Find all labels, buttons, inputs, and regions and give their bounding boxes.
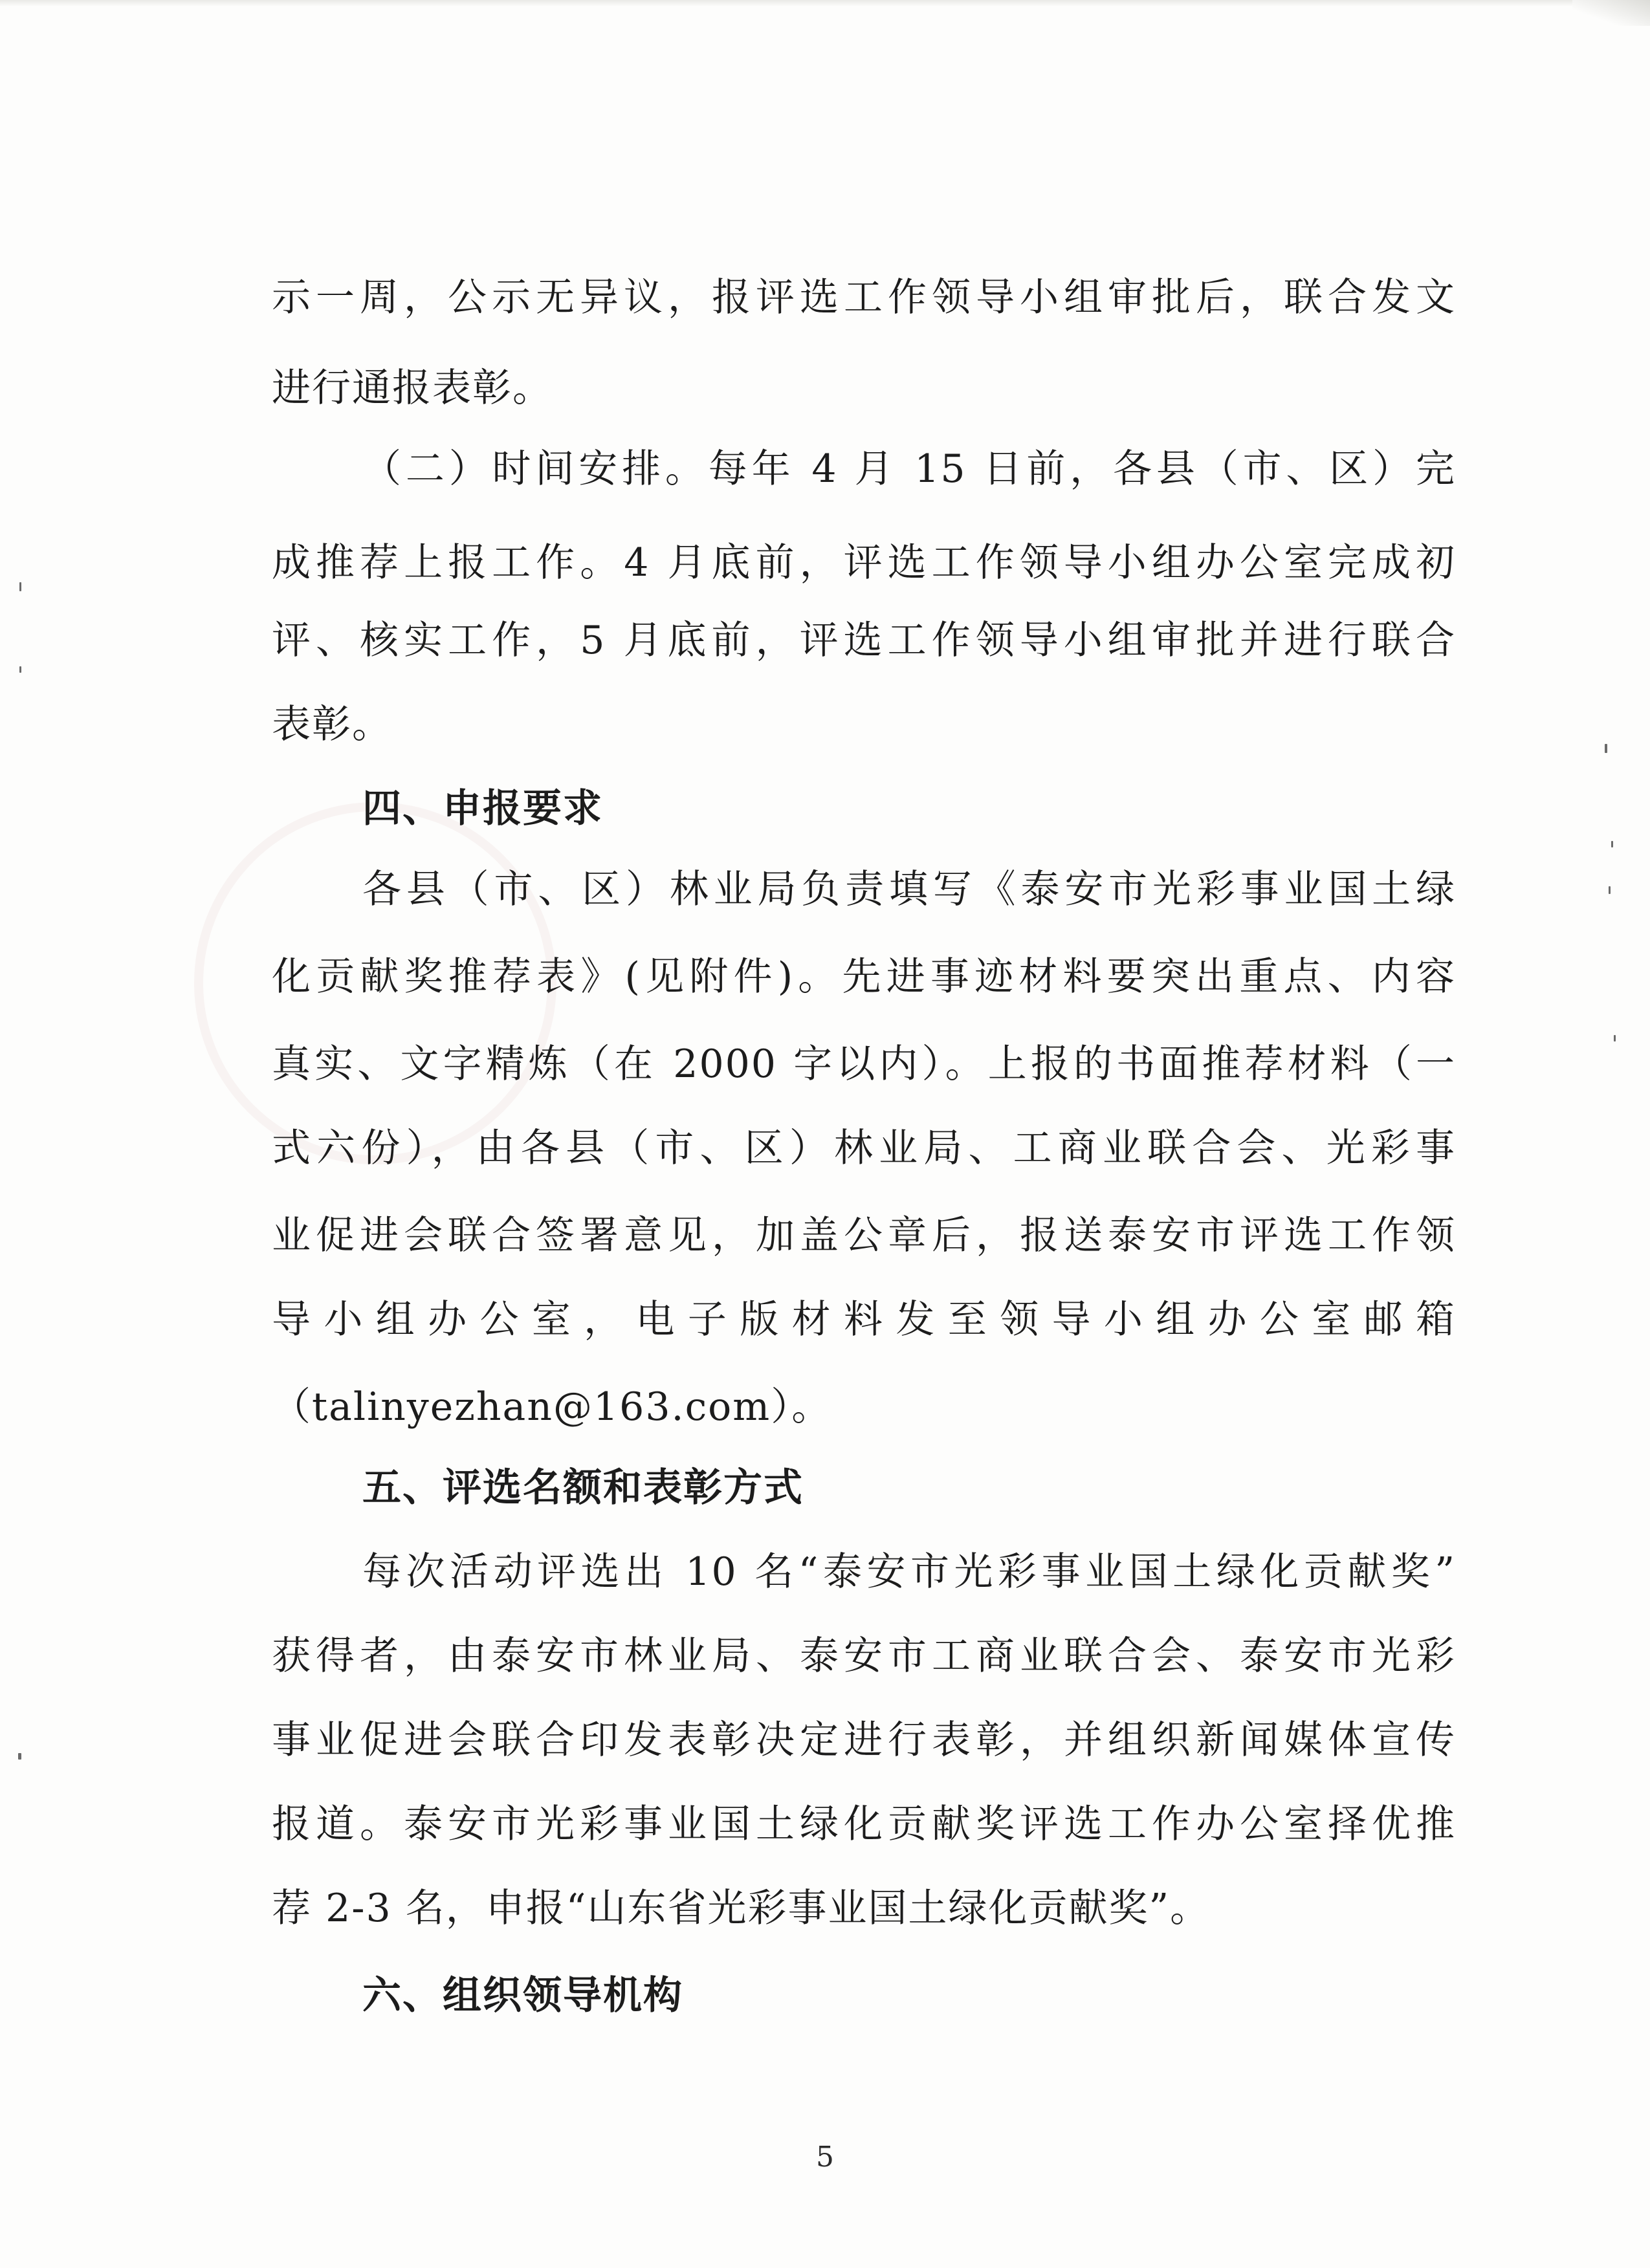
scan-speck <box>18 1753 21 1760</box>
scan-speck <box>1614 1035 1616 1041</box>
section-heading-4: 四、申报要求 <box>362 786 603 831</box>
scan-top-edge <box>0 0 1650 6</box>
body-line-2: 进行通报表彰。 <box>272 365 553 411</box>
body-line-18: 事业促进会联合印发表彰决定进行表彰，并组织新闻媒体宣传 <box>272 1717 1456 1763</box>
scan-speck <box>1605 744 1607 753</box>
page-number: 5 <box>816 2141 834 2174</box>
body-line-20: 荐 2-3 名，申报“山东省光彩事业国土绿化贡献奖”。 <box>272 1886 1211 1931</box>
body-line-13: 导小组办公室，电子版材料发至领导小组办公室邮箱 <box>272 1297 1456 1342</box>
body-line-5: 评、核实工作，5 月底前，评选工作领导小组审批并进行联合 <box>272 618 1456 663</box>
body-line-14: （talinyezhan@163.com）。 <box>272 1384 832 1430</box>
section-heading-6: 六、组织领导机构 <box>362 1973 683 2018</box>
body-line-6: 表彰。 <box>272 702 392 747</box>
body-line-3: （二）时间安排。每年 4 月 15 日前，各县（市、区）完 <box>362 446 1456 492</box>
scan-speck <box>1609 886 1611 894</box>
scan-speck <box>19 666 21 673</box>
body-line-1: 示一周，公示无异议，报评选工作领导小组审批后，联合发文 <box>272 275 1456 320</box>
body-line-17: 获得者，由泰安市林业局、泰安市工商业联合会、泰安市光彩 <box>272 1633 1456 1679</box>
body-line-11: 式六份），由各县（市、区）林业局、工商业联合会、光彩事 <box>272 1126 1456 1171</box>
body-line-4: 成推荐上报工作。4 月底前，评选工作领导小组办公室完成初 <box>272 540 1456 585</box>
body-line-16: 每次活动评选出 10 名“泰安市光彩事业国土绿化贡献奖” <box>362 1549 1456 1595</box>
body-line-9: 化贡献奖推荐表》(见附件)。先进事迹材料要突出重点、内容 <box>272 954 1456 999</box>
scan-speck <box>1611 841 1613 847</box>
section-heading-5: 五、评选名额和表彰方式 <box>362 1465 804 1510</box>
body-line-10: 真实、文字精炼（在 2000 字以内）。上报的书面推荐材料（一 <box>272 1041 1456 1087</box>
body-line-8: 各县（市、区）林业局负责填写《泰安市光彩事业国土绿 <box>362 867 1456 912</box>
body-line-19: 报道。泰安市光彩事业国土绿化贡献奖评选工作办公室择优推 <box>272 1802 1456 1847</box>
scan-corner-shadow <box>1572 0 1650 26</box>
scan-speck <box>19 582 21 591</box>
body-line-12: 业促进会联合签署意见，加盖公章后，报送泰安市评选工作领 <box>272 1213 1456 1258</box>
